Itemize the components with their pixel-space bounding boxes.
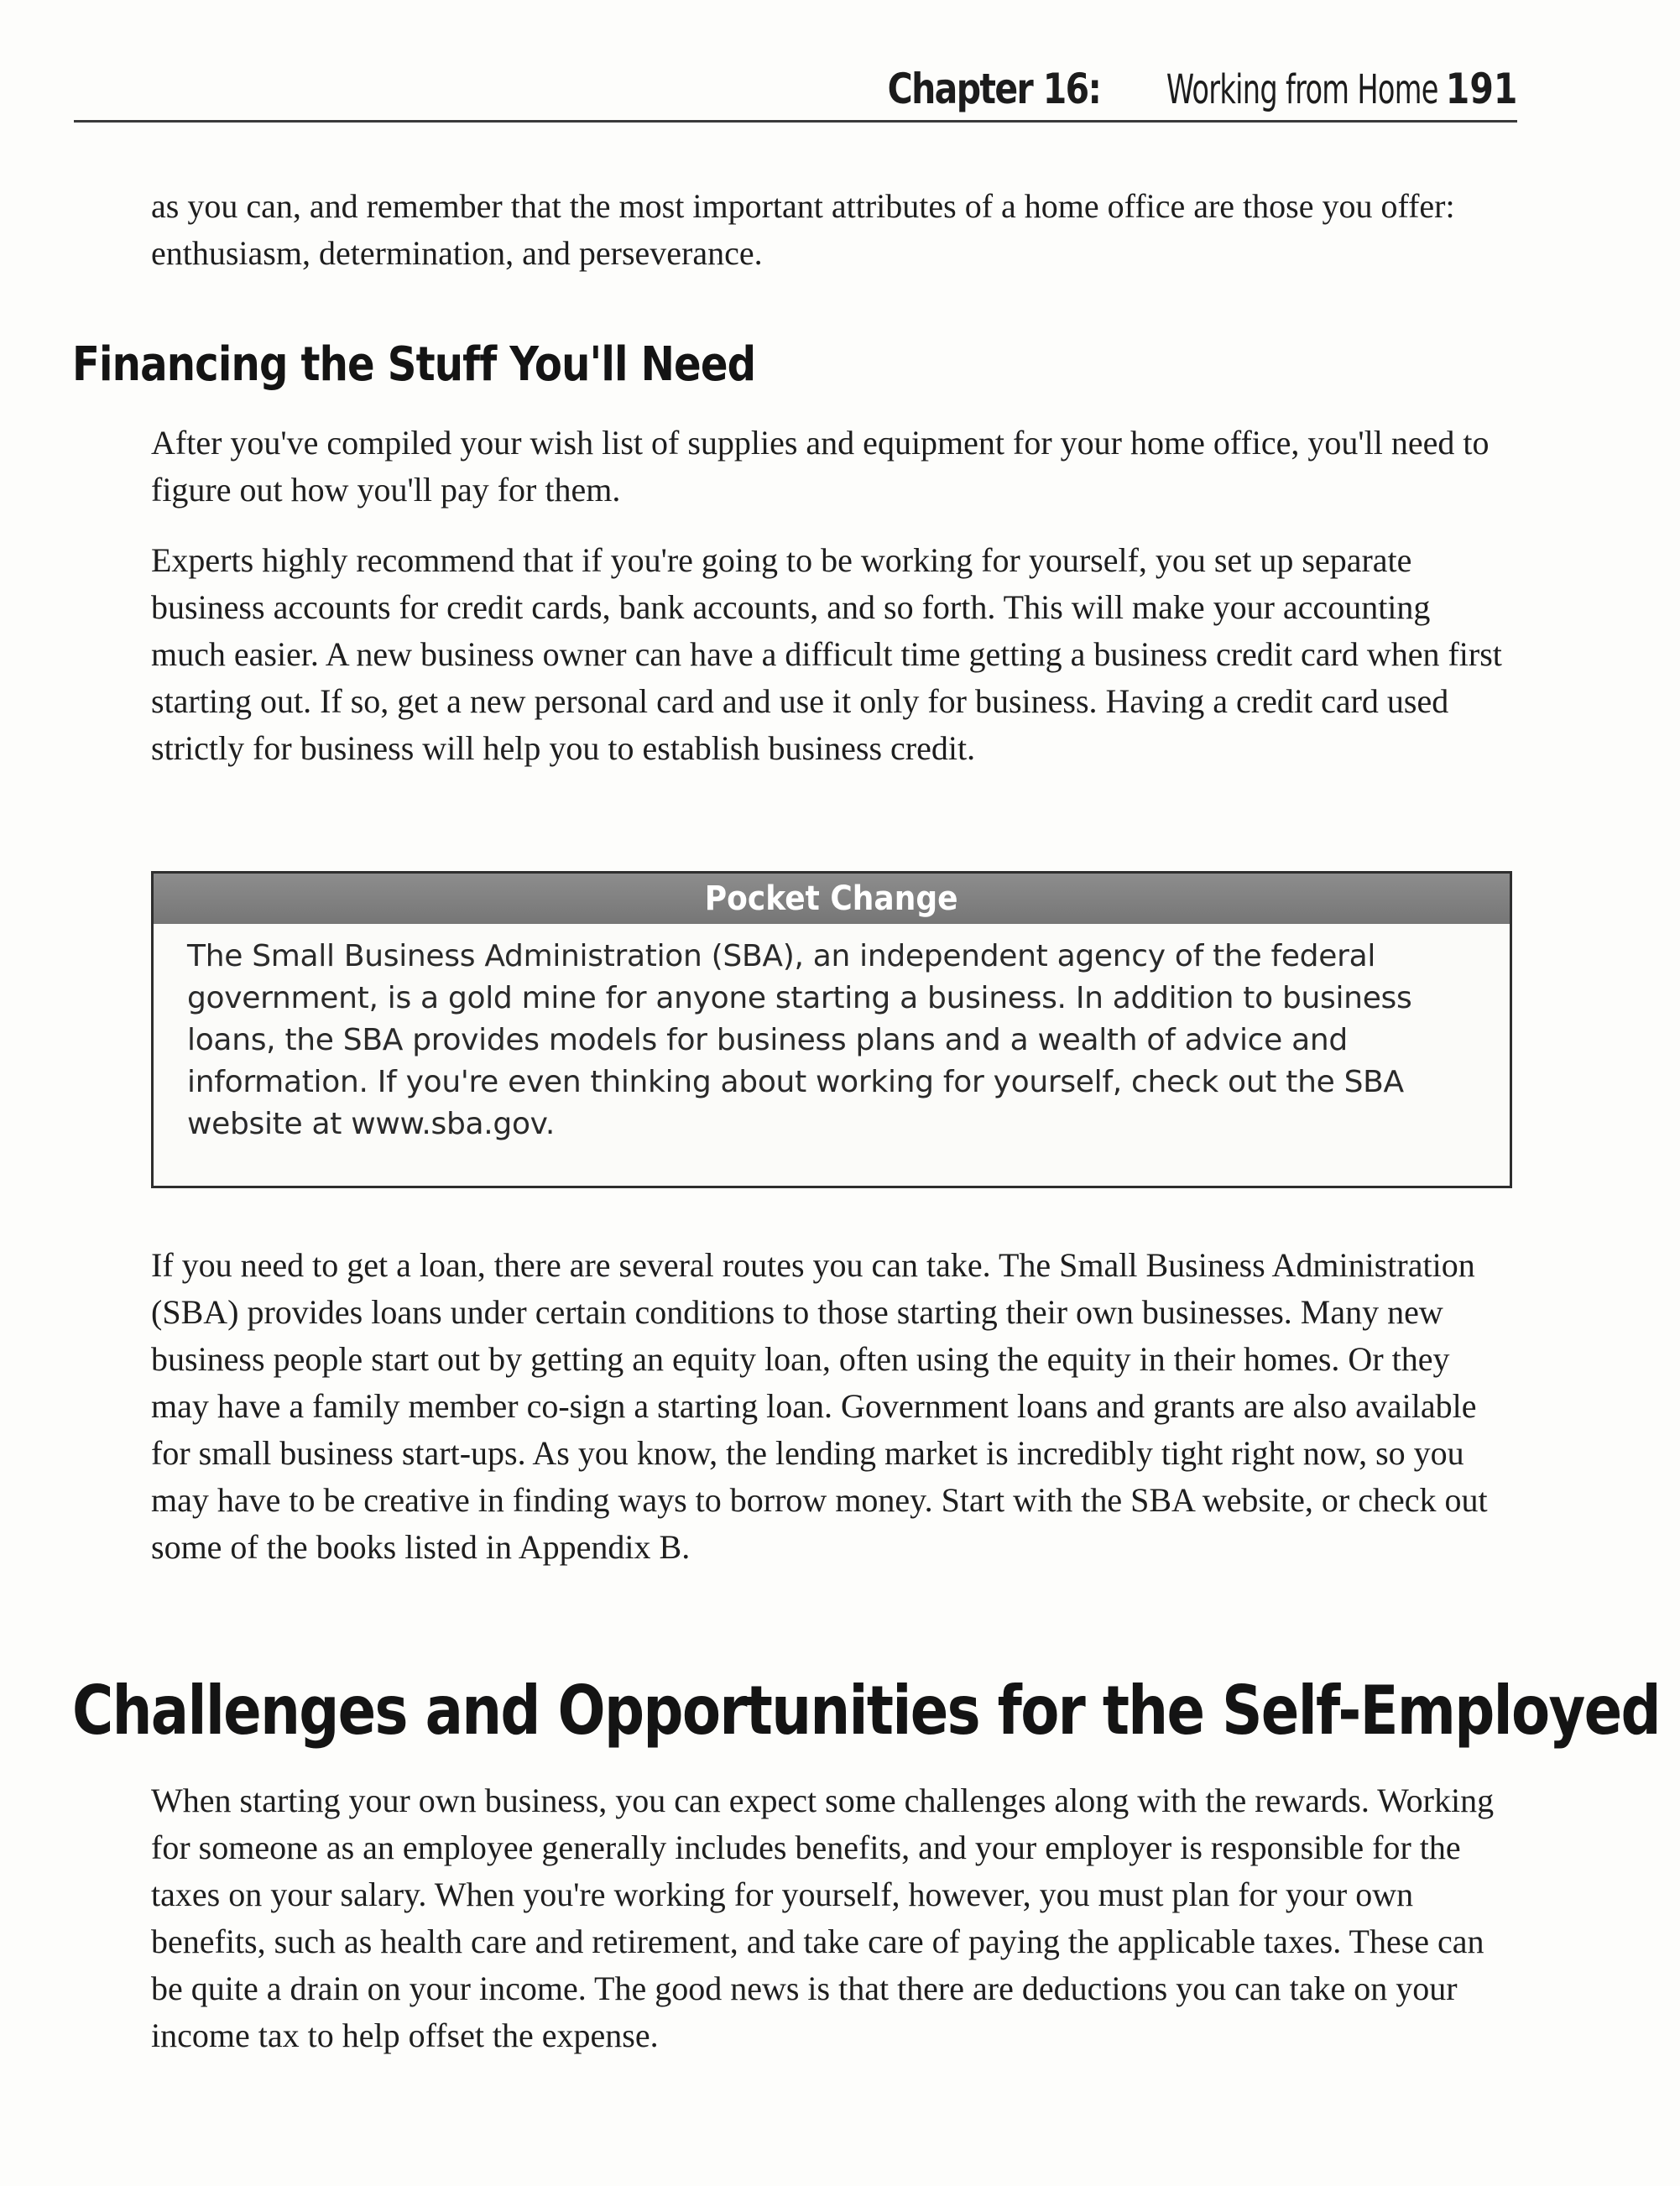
sidebar-text: The Small Business Administration (SBA), an independent agency of the federal government, is a gold mine for anyone starting a business. In addition to business loans, the SBA provides models for business plans and a wealth of advice and information. If you're even thinking about working for yourself, check out the SBA website at www.sba.gov. [187, 939, 1412, 1141]
sidebar-title: Pocket Change [705, 879, 958, 918]
sidebar-header [154, 874, 1510, 924]
section-heading-challenges: Challenges and Opportunities for the Self-Employed [72, 1672, 1660, 1750]
financing-paragraph-3: If you need to get a loan, there are several routes you can take. The Small Business Administration (SBA) provides loans under certain conditions to those starting their own businesses. Many new business people start out by getting an equity loan, often using the equity in their homes. Or they may have a family member co-sign a starting loan. Government loans and grants are also available for small business start-ups. As you know, the lending market is incredibly tight right now, so you may have to be creative in finding ways to borrow money. Start with the SBA website, or check out some of the books listed in Appendix B. [151, 1246, 1488, 1566]
challenges-paragraph: When starting your own business, you can expect some challenges along with the rewards. Working for someone as an employee generally includes benefits, and your employer is responsible for the taxes on your salary. When you're working for yourself, however, you must plan for your own benefits, such as health care and retirement, and take care of paying the applicable taxes. These can be quite a drain on your income. The good news is that there are deductions you can take on your income tax to help offset the expense. [151, 1782, 1495, 2054]
section-heading-financing: Financing the Stuff You'll Need [72, 337, 756, 392]
intro-paragraph: as you can, and remember that the most important attributes of a home office are those you offer: enthusiasm, determination, and perseverance. [151, 187, 1455, 272]
running-header [74, 57, 1517, 123]
financing-paragraph-2: Experts highly recommend that if you're going to be working for yourself, you set up separate business accounts for credit cards, bank accounts, and so forth. This will make your accounting much easier. A new business owner can have a difficult time getting a business credit card when first starting out. If so, get a new personal card and use it only for business. Having a credit card used strictly for business will help you to establish business credit. [151, 541, 1502, 767]
header-chapter-label: Chapter 16: [887, 65, 1100, 113]
financing-paragraph-1: After you've compiled your wish list of supplies and equipment for your home office, you'll need to figure out how you'll pay for them. [151, 424, 1490, 509]
header-chapter-title: Working from Home [1166, 66, 1438, 113]
pocket-change-sidebar [151, 871, 1512, 1188]
page-number: 191 [1445, 65, 1517, 113]
